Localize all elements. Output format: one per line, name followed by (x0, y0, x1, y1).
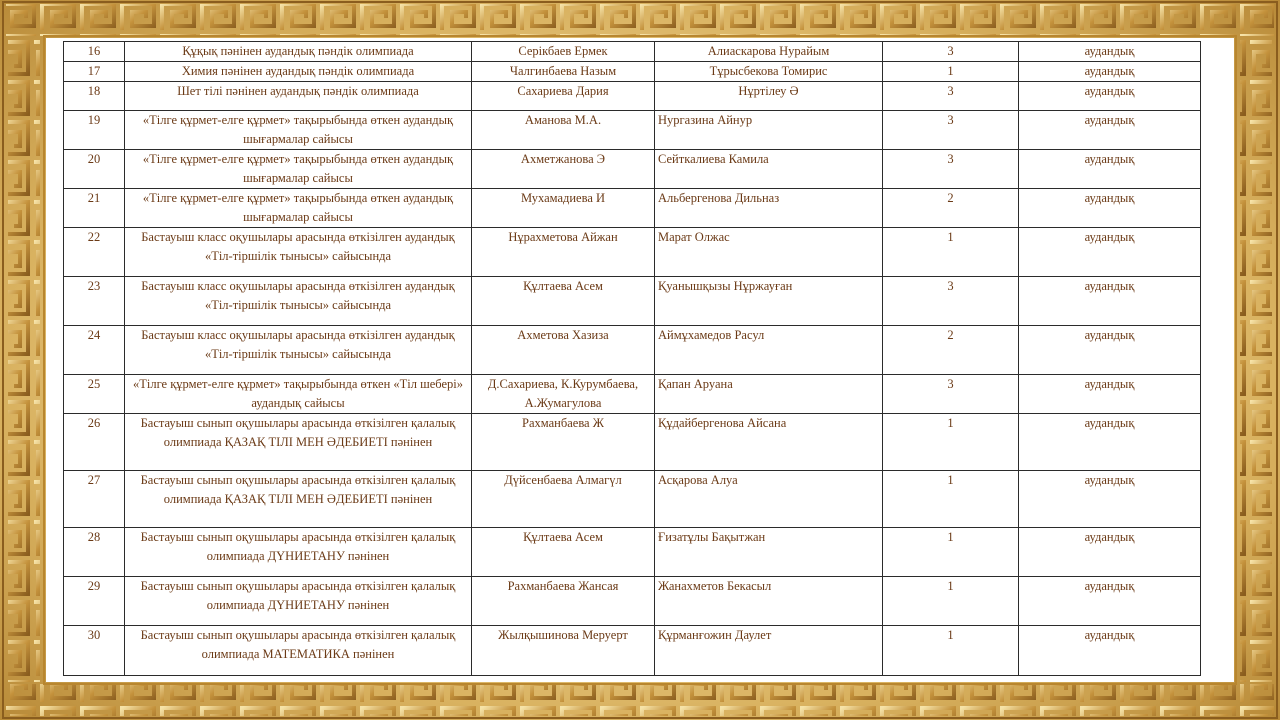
row-number: 29 (64, 577, 125, 626)
level: аудандық (1019, 62, 1201, 82)
student-name: Алиаскарова Нурайым (655, 42, 883, 62)
place: 3 (883, 150, 1019, 189)
level: аудандық (1019, 414, 1201, 471)
row-number: 16 (64, 42, 125, 62)
level: аудандық (1019, 42, 1201, 62)
teacher-name: Аманова М.А. (472, 111, 655, 150)
student-name: Альбергенова Дильназ (655, 189, 883, 228)
teacher-name: Жылқышинова Меруерт (472, 626, 655, 676)
level: аудандық (1019, 375, 1201, 414)
teacher-name: Құлтаева Асем (472, 277, 655, 326)
row-number: 17 (64, 62, 125, 82)
teacher-name: Нұрахметова Айжан (472, 228, 655, 277)
place: 2 (883, 189, 1019, 228)
student-name: Қуанышқызы Нұржауған (655, 277, 883, 326)
teacher-name: Чалгинбаева Назым (472, 62, 655, 82)
table-row (64, 528, 1201, 577)
event-title: Бастауыш класс оқушылары арасында өткізілген аудандық «Тіл-тіршілік тынысы» сайысында (125, 228, 472, 277)
level: аудандық (1019, 277, 1201, 326)
table-row (64, 228, 1201, 277)
table-row (64, 326, 1201, 375)
table-row (64, 577, 1201, 626)
place: 1 (883, 577, 1019, 626)
awards-table (63, 41, 1201, 676)
event-title: Шет тілі пәнінен аудандық пәндік олимпиада (125, 82, 472, 111)
row-number: 26 (64, 414, 125, 471)
table-row (64, 414, 1201, 471)
event-title: «Тілге құрмет-елге құрмет» тақырыбында өткен «Тіл шебері» аудандық сайысы (125, 375, 472, 414)
level: аудандық (1019, 228, 1201, 277)
row-number: 21 (64, 189, 125, 228)
event-title: Бастауыш сынып оқушылары арасында өткізілген қалалық олимпиада ДҮНИЕТАНУ пәнінен (125, 577, 472, 626)
place: 3 (883, 375, 1019, 414)
row-number: 30 (64, 626, 125, 676)
teacher-name: Ахметжанова Э (472, 150, 655, 189)
row-number: 27 (64, 471, 125, 528)
teacher-name: Дүйсенбаева Алмагүл (472, 471, 655, 528)
teacher-name: Сахариева Дария (472, 82, 655, 111)
table-row (64, 375, 1201, 414)
teacher-name: Құлтаева Асем (472, 528, 655, 577)
awards-table-body (64, 42, 1201, 676)
student-name: Нұртілеу Ә (655, 82, 883, 111)
event-title: Бастауыш класс оқушылары арасында өткізілген аудандық «Тіл-тіршілік тынысы» сайысында (125, 326, 472, 375)
event-title: Бастауыш сынып оқушылары арасында өткізілген қалалық олимпиада ДҮНИЕТАНУ пәнінен (125, 528, 472, 577)
event-title: Бастауыш класс оқушылары арасында өткізілген аудандық «Тіл-тіршілік тынысы» сайысында (125, 277, 472, 326)
event-title: Химия пәнінен аудандық пәндік олимпиада (125, 62, 472, 82)
teacher-name: Серікбаев Ермек (472, 42, 655, 62)
teacher-name: Ахметова Хазиза (472, 326, 655, 375)
student-name: Құрманғожин Даулет (655, 626, 883, 676)
table-row (64, 111, 1201, 150)
place: 2 (883, 326, 1019, 375)
teacher-name: Рахманбаева Жансая (472, 577, 655, 626)
place: 1 (883, 62, 1019, 82)
table-row (64, 42, 1201, 62)
event-title: Бастауыш сынып оқушылары арасында өткізілген қалалық олимпиада МАТЕМАТИКА пәнінен (125, 626, 472, 676)
table-row (64, 62, 1201, 82)
table-row (64, 471, 1201, 528)
row-number: 28 (64, 528, 125, 577)
level: аудандық (1019, 577, 1201, 626)
event-title: Бастауыш сынып оқушылары арасында өткізілген қалалық олимпиада ҚАЗАҚ ТІЛІ МЕН ӘДЕБИЕТІ пәнінен (125, 414, 472, 471)
place: 3 (883, 42, 1019, 62)
student-name: Ғизатұлы Бақытжан (655, 528, 883, 577)
level: аудандық (1019, 189, 1201, 228)
table-row (64, 277, 1201, 326)
student-name: Асқарова Алуа (655, 471, 883, 528)
place: 1 (883, 626, 1019, 676)
place: 1 (883, 414, 1019, 471)
level: аудандық (1019, 626, 1201, 676)
row-number: 20 (64, 150, 125, 189)
level: аудандық (1019, 111, 1201, 150)
student-name: Марат Олжас (655, 228, 883, 277)
place: 1 (883, 528, 1019, 577)
student-name: Жанахметов Бекасыл (655, 577, 883, 626)
row-number: 25 (64, 375, 125, 414)
place: 1 (883, 471, 1019, 528)
level: аудандық (1019, 82, 1201, 111)
level: аудандық (1019, 471, 1201, 528)
row-number: 24 (64, 326, 125, 375)
event-title: Бастауыш сынып оқушылары арасында өткізілген қалалық олимпиада ҚАЗАҚ ТІЛІ МЕН ӘДЕБИЕТІ пәнінен (125, 471, 472, 528)
teacher-name: Рахманбаева Ж (472, 414, 655, 471)
teacher-name: Д.Сахариева, К.Курумбаева, А.Жумагулова (472, 375, 655, 414)
student-name: Құдайбергенова Айсана (655, 414, 883, 471)
level: аудандық (1019, 528, 1201, 577)
row-number: 19 (64, 111, 125, 150)
student-name: Сейткалиева Камила (655, 150, 883, 189)
place: 3 (883, 111, 1019, 150)
teacher-name: Мухамадиева И (472, 189, 655, 228)
table-row (64, 150, 1201, 189)
event-title: «Тілге құрмет-елге құрмет» тақырыбында өткен аудандық шығармалар сайысы (125, 150, 472, 189)
level: аудандық (1019, 326, 1201, 375)
place: 1 (883, 228, 1019, 277)
table-row (64, 626, 1201, 676)
student-name: Нургазина Айнур (655, 111, 883, 150)
table-row (64, 82, 1201, 111)
event-title: «Тілге құрмет-елге құрмет» тақырыбында өткен аудандық шығармалар сайысы (125, 189, 472, 228)
student-name: Аймұхамедов Расул (655, 326, 883, 375)
level: аудандық (1019, 150, 1201, 189)
row-number: 23 (64, 277, 125, 326)
student-name: Тұрысбекова Томирис (655, 62, 883, 82)
student-name: Қапан Аруана (655, 375, 883, 414)
row-number: 18 (64, 82, 125, 111)
place: 3 (883, 277, 1019, 326)
place: 3 (883, 82, 1019, 111)
table-row (64, 189, 1201, 228)
event-title: «Тілге құрмет-елге құрмет» тақырыбында өткен аудандық шығармалар сайысы (125, 111, 472, 150)
event-title: Құқық пәнінен аудандық пәндік олимпиада (125, 42, 472, 62)
row-number: 22 (64, 228, 125, 277)
